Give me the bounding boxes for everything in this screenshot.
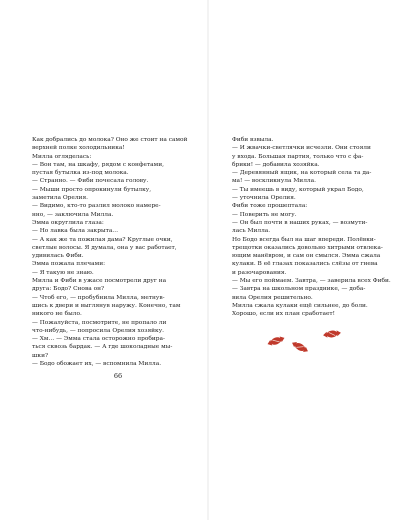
text-line: удивилась Фиби.: [32, 253, 84, 260]
text-line: — Деревянный ящик, на который села та да-: [232, 170, 372, 177]
text-line: Эмма пожала плечами:: [32, 261, 106, 268]
text-line: верхней полке холодильника!: [32, 145, 125, 152]
text-line: брики! — добавила хозяйка.: [232, 161, 320, 168]
text-line: пустая бутылка из-под молока.: [32, 170, 129, 177]
candy-icon: [266, 335, 285, 348]
text-line: — Вон там, на шкафу, рядом с конфетами,: [32, 161, 164, 168]
text-line: нно, — заключила Милла.: [32, 211, 114, 218]
page-gutter: [207, 0, 209, 520]
text-line: — Бодо обожает их, — вспомнила Милла.: [32, 361, 162, 368]
page-number: 66: [113, 372, 123, 380]
text-line: — уточнила Орелия.: [232, 195, 296, 202]
text-line: Хорошо, если их план сработает!: [232, 311, 335, 318]
text-line: — Странно. — Фиби почесала голову.: [32, 178, 149, 185]
text-line: — Чтоб его, — пробубнила Милла, метнув-: [32, 294, 165, 301]
text-line: Как добрались до молока? Оно же стоит на самой: [32, 137, 188, 143]
text-line: шись к двери и выглянув наружу. Конечно, там: [32, 302, 181, 309]
text-line: — Завтра на школьном празднике, — доба-: [232, 286, 366, 293]
text-line: трещотки оказались довольно хитрыми отвлека-: [232, 244, 383, 251]
left-page-text: [32, 136, 200, 368]
text-line: Милла сжала кулаки ещё сильнее, до боли.: [232, 302, 368, 309]
text-line: шки?: [32, 352, 49, 359]
text-line: лась Милла.: [232, 228, 271, 235]
text-line: Милла огляделась:: [32, 153, 92, 160]
text-line: — Он был почти в наших руках, — возмути-: [232, 219, 368, 226]
text-line: Милла и Фиби в ужасе посмотрели друг на: [32, 278, 167, 285]
text-line: заметила Орелия.: [32, 195, 88, 202]
text-line: ма! — воскликнула Милла.: [232, 178, 316, 185]
text-line: — Хм… — Эмма стала осторожно пробира-: [32, 336, 165, 343]
text-line: — Мыши просто опрокинули бутылку,: [32, 186, 152, 193]
text-line: — А как же та пожилая дама? Круглые очки,: [32, 236, 173, 243]
text-line: ющим манёвром, и сам он смылся. Эмма сжала: [232, 253, 381, 260]
text-line: и разочарования.: [232, 269, 287, 276]
text-line: ться сквозь бардак. — А где шоколадные мы-: [32, 344, 173, 351]
text-line: Эмма округлила глаза:: [32, 219, 104, 226]
text-line: — И жвачки-светлячки исчезли. Они стояли: [232, 145, 371, 152]
text-line: кулаки. В её глазах показались слёзы от гнева: [232, 261, 378, 268]
text-line: у входа. Большая партия, только что с фа-: [232, 153, 364, 160]
text-line: что-нибудь, — попросила Орелия хозяйку.: [32, 327, 164, 334]
text-line: вила Орелия решительно.: [232, 294, 313, 301]
text-line: друга: Бодо? Снова он?: [32, 286, 105, 293]
text-line: — Я такую не знаю.: [32, 269, 94, 276]
candy-icon: [290, 340, 309, 354]
text-line: — Ты имеешь в виду, который украл Бодо,: [232, 186, 364, 193]
text-line: Фиби взвыла.: [232, 137, 274, 143]
candy-icon: [323, 329, 342, 338]
text-line: — Но лавка была закрыта…: [32, 228, 119, 235]
candy-illustration: [262, 326, 372, 360]
text-line: — Пожалуйста, посмотрите, не пропало ли: [32, 319, 167, 326]
text-line: — Мы его поймаем. Завтра, — заверила всех Фиби.: [232, 278, 391, 285]
text-line: — Видимо, кто-то разлил молоко намере-: [32, 203, 161, 210]
text-line: Фиби тоже прошептала:: [232, 203, 308, 210]
text-line: никого не было.: [32, 311, 82, 318]
text-line: Но Бодо всегда был на шаг впереди. Полёвки-: [232, 236, 376, 243]
right-page-text: [232, 136, 393, 319]
text-line: светлые волосы. Я думала, она у вас работает,: [32, 244, 177, 251]
text-line: — Поверить не могу.: [232, 211, 297, 218]
